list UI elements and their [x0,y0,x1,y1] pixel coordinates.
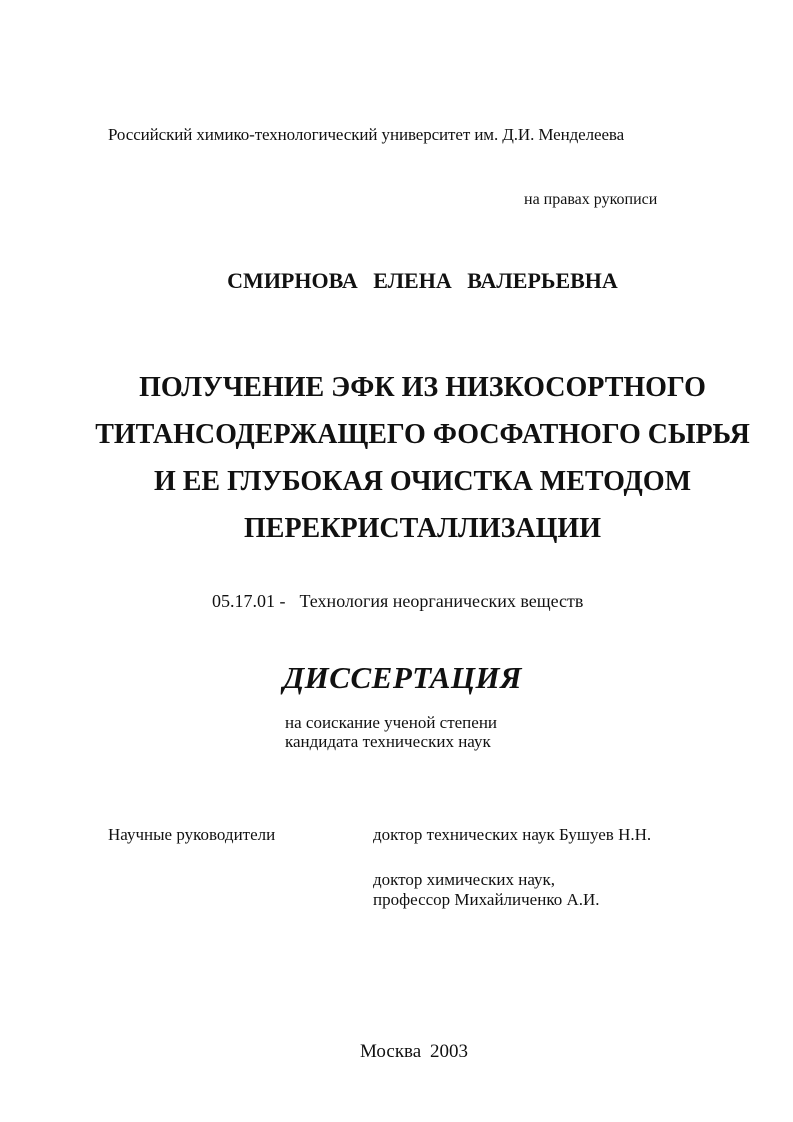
university-name: Российский химико-технологический университет им. Д.И. Менделеева [108,125,625,144]
dissertation-title [0,364,793,552]
document-type: ДИССЕРТАЦИЯ [283,660,522,695]
degree-line: на соискание ученой степени [285,713,498,732]
supervisor-second-line: доктор химических наук, [373,870,556,889]
title-line: ПЕРЕКРИСТАЛЛИЗАЦИИ [244,513,601,544]
city-year: Москва 2003 [360,1041,468,1062]
title-line: И ЕЕ ГЛУБОКАЯ ОЧИСТКА МЕТОДОМ [153,466,692,497]
supervisor-first: доктор технических наук Бушуев Н.Н. [373,825,652,844]
specialty-name: Технология неорганических веществ [299,591,584,611]
rights-note: на правах рукописи [524,191,658,208]
supervisor-second-line: профессор Михайличенко А.И. [373,890,600,909]
title-line: ТИТАНСОДЕРЖАЩЕГО ФОСФАТНОГО СЫРЬЯ [95,419,750,450]
degree-line: кандидата технических наук [285,732,491,751]
specialty-code: 05.17.01 - [212,591,286,611]
author-name: СМИРНОВА ЕЛЕНА ВАЛЕРЬЕВНА [227,268,618,293]
supervisor-second [373,870,600,910]
supervisors-label: Научные руководители [108,825,276,844]
degree-statement [285,713,497,751]
title-line: ПОЛУЧЕНИЕ ЭФК ИЗ НИЗКОСОРТНОГО [139,372,706,403]
specialty [212,591,583,612]
